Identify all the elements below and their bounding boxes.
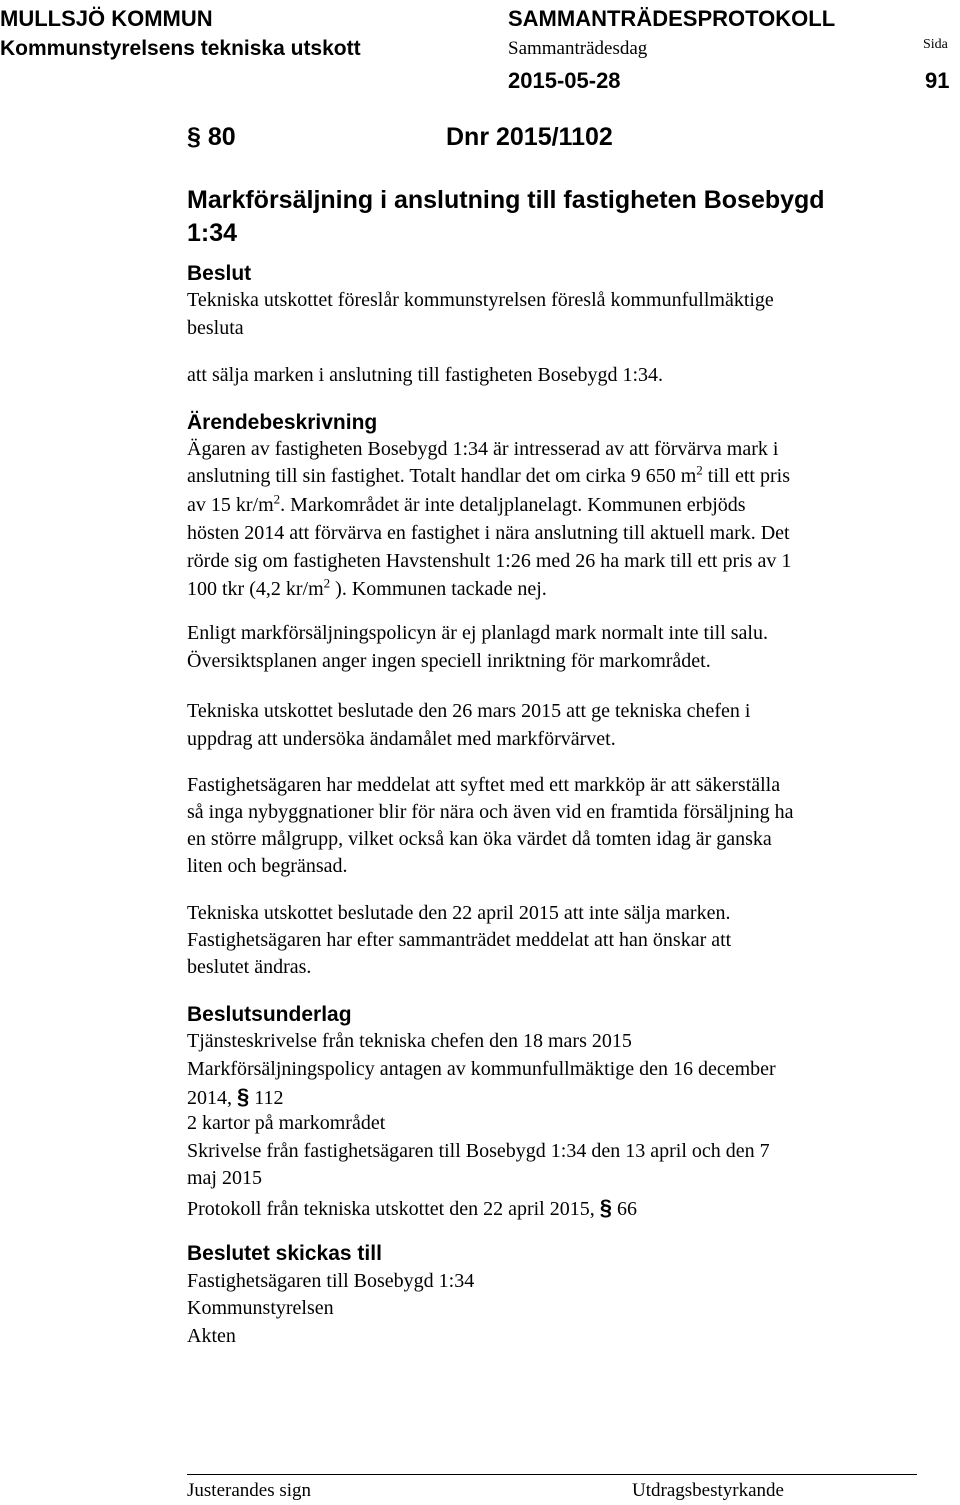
underlag-line: Markförsäljningspolicy antagen av kommunfullmäktige den 16 december [187,1058,776,1080]
arende-line: uppdrag att undersöka ändamålet med markförvärvet. [187,728,616,750]
committee-name: Kommunstyrelsens tekniska utskott [0,37,361,60]
beslut-line: besluta [187,317,244,339]
beslut-heading: Beslut [187,262,252,285]
superscript: 2 [323,575,331,591]
skickas-heading: Beslutet skickas till [187,1242,382,1265]
arende-line: anslutning till sin fastighet. Totalt handlar det om cirka 9 650 $m^2$ till ett pris [187,462,790,487]
underlag-line: 2014, § 112 [187,1084,284,1109]
paragraph-symbol: § [599,1195,612,1220]
arende-line: så inga nybyggnationer blir för nära och även vid en framtida försäljning ha [187,801,794,823]
arende-line: liten och begränsad. [187,855,348,877]
arende-line: av 15 $kr/m^2$. Markområdet är inte detaljplanelagt. Kommunen erbjöds [187,491,746,516]
underlag-line: Protokoll från tekniska utskottet den 22 april 2015, § 66 [187,1195,637,1220]
underlag-heading: Beslutsunderlag [187,1003,352,1026]
arende-line: hösten 2014 att förvärva en fastighet i nära anslutning till aktuell mark. Det [187,522,790,544]
underlag-line: Tjänsteskrivelse från tekniska chefen den 18 mars 2015 [187,1030,632,1052]
section-heading [187,123,236,152]
meeting-date: 2015-05-28 [508,68,621,93]
underlag-line: 2 kartor på markområdet [187,1112,386,1134]
arende-line: Tekniska utskottet beslutade den 22 april 2015 att inte sälja marken. [187,902,731,924]
arende-line: rörde sig om fastigheten Havstenshult 1:26 med 26 ha mark till ett pris av 1 [187,550,792,572]
municipality-name: MULLSJÖ KOMMUN [0,6,213,31]
footer-justerandes-sign: Justerandes sign [187,1480,312,1501]
arende-line: Tekniska utskottet beslutade den 26 mars 2015 att ge tekniska chefen i [187,700,751,722]
arende-line: en större målgrupp, vilket också kan öka värdet då tomten idag är ganska [187,828,772,850]
underlag-line: maj 2015 [187,1167,262,1189]
case-title-line1: Markförsäljning i anslutning till fastigheten Bosebygd [187,186,825,214]
case-title-line2: 1:34 [187,219,238,247]
arende-line: Översiktsplanen anger ingen speciell inriktning för markområdet. [187,650,711,672]
footer-rule [187,1474,917,1475]
page-number: 91 [925,68,950,93]
section-symbol: § [187,123,201,151]
footer-utdragsbestyrkande: Utdragsbestyrkande [632,1480,784,1501]
superscript: 2 [273,491,281,507]
recipient: Akten [187,1325,236,1347]
arende-line: Fastighetsägaren har meddelat att syftet med ett markköp är att säkerställa [187,774,781,796]
underlag-line: Skrivelse från fastighetsägaren till Bosebygd 1:34 den 13 april och den 7 [187,1140,770,1162]
arende-line: Fastighetsägaren har efter sammanträdet meddelat att han önskar att [187,929,732,951]
arende-heading: Ärendebeskrivning [187,411,378,434]
recipient: Fastighetsägaren till Bosebygd 1:34 [187,1270,475,1292]
arende-line: 100 tkr (4,2 $kr/m^2$ ). Kommunen tackade nej. [187,575,547,600]
section-number: 80 [207,123,236,151]
beslut-att-line: att sälja marken i anslutning till fastigheten Bosebygd 1:34. [187,364,664,386]
dnr: Dnr 2015/1102 [446,123,613,151]
beslut-line: Tekniska utskottet föreslår kommunstyrelsen föreslå kommunfullmäktige [187,289,774,311]
recipient: Kommunstyrelsen [187,1297,334,1319]
arende-line: Enligt markförsäljningspolicyn är ej planlagd mark normalt inte till salu. [187,622,768,644]
paragraph-symbol: § [237,1084,250,1109]
date-label: Sammanträdesdag [508,38,648,59]
arende-line: beslutet ändras. [187,956,312,978]
superscript: 2 [696,462,703,478]
arende-line: Ägaren av fastigheten Bosebygd 1:34 är intresserad av att förvärva mark i [187,438,779,460]
page-label: Sida [923,37,948,52]
doc-type: SAMMANTRÄDESPROTOKOLL [508,6,836,31]
